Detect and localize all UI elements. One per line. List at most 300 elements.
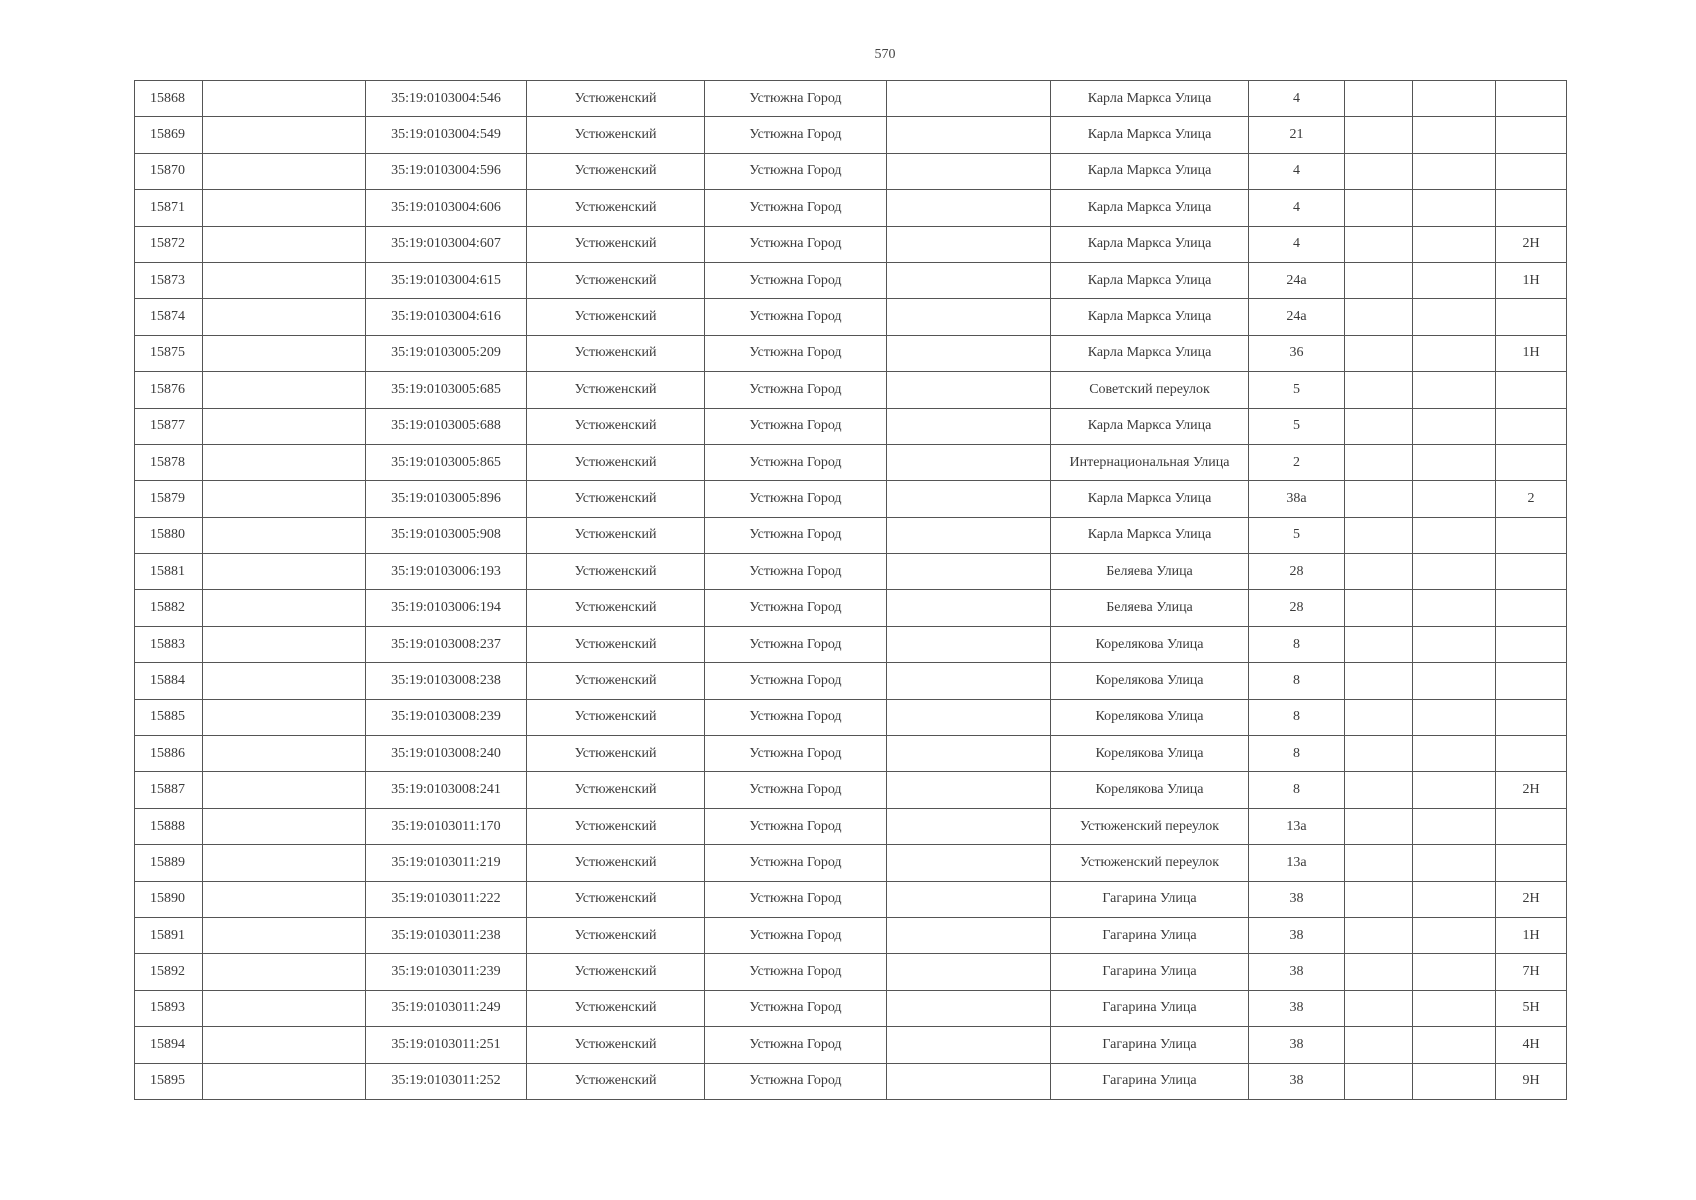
table-row [135, 1027, 1567, 1063]
cell-empty [887, 881, 1051, 917]
cell-street: Устюженский переулок [1051, 808, 1249, 844]
cell-apartment: 9Н [1496, 1063, 1567, 1099]
property-table [134, 80, 1567, 1100]
cell-empty [1413, 917, 1496, 953]
cell-apartment: 2Н [1496, 881, 1567, 917]
cell-empty [1345, 481, 1413, 517]
cell-street: Гагарина Улица [1051, 990, 1249, 1026]
cell-locality: Устюжна Город [705, 881, 887, 917]
cell-house-number: 8 [1249, 699, 1345, 735]
table-row [135, 299, 1567, 335]
cell-street: Карла Маркса Улица [1051, 517, 1249, 553]
cell-cadastral-number: 35:19:0103011:249 [366, 990, 527, 1026]
table-body [135, 81, 1567, 1100]
cell-cadastral-number: 35:19:0103004:607 [366, 226, 527, 262]
cell-cadastral-number: 35:19:0103004:606 [366, 190, 527, 226]
cell-cadastral-number: 35:19:0103011:170 [366, 808, 527, 844]
cell-house-number: 24а [1249, 299, 1345, 335]
cell-apartment [1496, 626, 1567, 662]
cell-street: Корелякова Улица [1051, 736, 1249, 772]
cell-empty [1413, 372, 1496, 408]
cell-row-number: 15868 [135, 81, 203, 117]
cell-district: Устюженский [527, 81, 705, 117]
cell-street: Карла Маркса Улица [1051, 408, 1249, 444]
cell-apartment: 1Н [1496, 917, 1567, 953]
cell-empty [1413, 663, 1496, 699]
cell-empty [887, 262, 1051, 298]
cell-empty [887, 481, 1051, 517]
cell-district: Устюженский [527, 444, 705, 480]
cell-district: Устюженский [527, 1063, 705, 1099]
cell-empty [203, 335, 366, 371]
cell-apartment [1496, 372, 1567, 408]
cell-empty [1413, 226, 1496, 262]
cell-apartment [1496, 517, 1567, 553]
cell-row-number: 15888 [135, 808, 203, 844]
cell-cadastral-number: 35:19:0103008:237 [366, 626, 527, 662]
cell-apartment [1496, 117, 1567, 153]
cell-empty [203, 917, 366, 953]
table-row [135, 663, 1567, 699]
cell-empty [887, 845, 1051, 881]
cell-empty [203, 845, 366, 881]
cell-locality: Устюжна Город [705, 626, 887, 662]
cell-empty [203, 153, 366, 189]
cell-apartment [1496, 444, 1567, 480]
cell-house-number: 28 [1249, 554, 1345, 590]
cell-street: Беляева Улица [1051, 590, 1249, 626]
cell-cadastral-number: 35:19:0103005:896 [366, 481, 527, 517]
cell-empty [203, 772, 366, 808]
cell-empty [1345, 1063, 1413, 1099]
cell-district: Устюженский [527, 917, 705, 953]
cell-house-number: 8 [1249, 626, 1345, 662]
cell-cadastral-number: 35:19:0103004:616 [366, 299, 527, 335]
cell-empty [1413, 772, 1496, 808]
cell-cadastral-number: 35:19:0103005:688 [366, 408, 527, 444]
cell-apartment [1496, 590, 1567, 626]
cell-empty [203, 81, 366, 117]
cell-cadastral-number: 35:19:0103004:615 [366, 262, 527, 298]
cell-house-number: 5 [1249, 372, 1345, 408]
cell-house-number: 4 [1249, 190, 1345, 226]
cell-street: Беляева Улица [1051, 554, 1249, 590]
cell-row-number: 15877 [135, 408, 203, 444]
cell-cadastral-number: 35:19:0103005:209 [366, 335, 527, 371]
cell-empty [887, 1063, 1051, 1099]
cell-district: Устюженский [527, 1027, 705, 1063]
cell-district: Устюженский [527, 190, 705, 226]
cell-street: Устюженский переулок [1051, 845, 1249, 881]
cell-empty [203, 117, 366, 153]
cell-apartment [1496, 408, 1567, 444]
cell-row-number: 15875 [135, 335, 203, 371]
cell-locality: Устюжна Город [705, 81, 887, 117]
cell-empty [1345, 117, 1413, 153]
cell-empty [887, 335, 1051, 371]
cell-empty [1345, 881, 1413, 917]
cell-street: Интернациональная Улица [1051, 444, 1249, 480]
cell-row-number: 15878 [135, 444, 203, 480]
cell-empty [203, 663, 366, 699]
table-row [135, 190, 1567, 226]
table-row [135, 881, 1567, 917]
cell-empty [887, 372, 1051, 408]
cell-empty [1413, 408, 1496, 444]
cell-row-number: 15879 [135, 481, 203, 517]
cell-apartment: 1Н [1496, 262, 1567, 298]
cell-cadastral-number: 35:19:0103006:194 [366, 590, 527, 626]
table-row [135, 335, 1567, 371]
cell-house-number: 8 [1249, 772, 1345, 808]
cell-house-number: 38 [1249, 954, 1345, 990]
cell-cadastral-number: 35:19:0103011:239 [366, 954, 527, 990]
cell-cadastral-number: 35:19:0103004:549 [366, 117, 527, 153]
cell-cadastral-number: 35:19:0103006:193 [366, 554, 527, 590]
cell-empty [1413, 517, 1496, 553]
cell-empty [1413, 845, 1496, 881]
table-row [135, 372, 1567, 408]
cell-empty [1413, 335, 1496, 371]
cell-apartment: 5Н [1496, 990, 1567, 1026]
cell-empty [1345, 226, 1413, 262]
cell-cadastral-number: 35:19:0103008:240 [366, 736, 527, 772]
cell-empty [1413, 990, 1496, 1026]
cell-empty [1413, 699, 1496, 735]
cell-cadastral-number: 35:19:0103005:865 [366, 444, 527, 480]
cell-empty [203, 1063, 366, 1099]
cell-empty [203, 990, 366, 1026]
cell-district: Устюженский [527, 517, 705, 553]
cell-street: Карла Маркса Улица [1051, 262, 1249, 298]
cell-cadastral-number: 35:19:0103011:251 [366, 1027, 527, 1063]
cell-house-number: 38а [1249, 481, 1345, 517]
cell-house-number: 38 [1249, 1027, 1345, 1063]
cell-row-number: 15873 [135, 262, 203, 298]
cell-district: Устюженский [527, 335, 705, 371]
cell-locality: Устюжна Город [705, 299, 887, 335]
cell-empty [1345, 153, 1413, 189]
cell-empty [1345, 699, 1413, 735]
cell-empty [1345, 772, 1413, 808]
cell-locality: Устюжна Город [705, 372, 887, 408]
cell-empty [887, 917, 1051, 953]
cell-empty [1345, 808, 1413, 844]
cell-empty [203, 444, 366, 480]
cell-row-number: 15869 [135, 117, 203, 153]
cell-house-number: 2 [1249, 444, 1345, 480]
cell-street: Карла Маркса Улица [1051, 81, 1249, 117]
cell-district: Устюженский [527, 772, 705, 808]
cell-empty [1345, 299, 1413, 335]
cell-house-number: 5 [1249, 408, 1345, 444]
cell-row-number: 15894 [135, 1027, 203, 1063]
cell-empty [203, 554, 366, 590]
cell-empty [203, 481, 366, 517]
cell-cadastral-number: 35:19:0103008:241 [366, 772, 527, 808]
cell-district: Устюженский [527, 408, 705, 444]
cell-locality: Устюжна Город [705, 444, 887, 480]
cell-district: Устюженский [527, 990, 705, 1026]
cell-empty [1345, 590, 1413, 626]
cell-street: Корелякова Улица [1051, 699, 1249, 735]
cell-street: Корелякова Улица [1051, 663, 1249, 699]
cell-empty [887, 444, 1051, 480]
cell-apartment [1496, 663, 1567, 699]
cell-empty [1413, 736, 1496, 772]
page-number: 570 [874, 47, 896, 62]
cell-apartment [1496, 299, 1567, 335]
cell-apartment [1496, 153, 1567, 189]
cell-house-number: 13а [1249, 808, 1345, 844]
cell-street: Гагарина Улица [1051, 1027, 1249, 1063]
cell-cadastral-number: 35:19:0103011:238 [366, 917, 527, 953]
cell-house-number: 4 [1249, 226, 1345, 262]
cell-apartment [1496, 190, 1567, 226]
cell-cadastral-number: 35:19:0103005:685 [366, 372, 527, 408]
cell-empty [1345, 1027, 1413, 1063]
cell-street: Гагарина Улица [1051, 917, 1249, 953]
cell-apartment [1496, 81, 1567, 117]
cell-cadastral-number: 35:19:0103011:222 [366, 881, 527, 917]
cell-house-number: 38 [1249, 917, 1345, 953]
cell-district: Устюженский [527, 808, 705, 844]
cell-house-number: 21 [1249, 117, 1345, 153]
cell-apartment [1496, 845, 1567, 881]
cell-empty [203, 626, 366, 662]
cell-house-number: 8 [1249, 736, 1345, 772]
table-row [135, 117, 1567, 153]
cell-district: Устюженский [527, 881, 705, 917]
table-row [135, 845, 1567, 881]
cell-locality: Устюжна Город [705, 517, 887, 553]
cell-empty [1345, 444, 1413, 480]
cell-house-number: 24а [1249, 262, 1345, 298]
cell-apartment: 2Н [1496, 226, 1567, 262]
cell-row-number: 15887 [135, 772, 203, 808]
cell-district: Устюженский [527, 626, 705, 662]
table-row [135, 554, 1567, 590]
cell-house-number: 8 [1249, 663, 1345, 699]
cell-district: Устюженский [527, 699, 705, 735]
cell-row-number: 15890 [135, 881, 203, 917]
cell-locality: Устюжна Город [705, 845, 887, 881]
cell-row-number: 15893 [135, 990, 203, 1026]
cell-empty [1413, 626, 1496, 662]
cell-row-number: 15889 [135, 845, 203, 881]
cell-empty [203, 299, 366, 335]
cell-empty [887, 626, 1051, 662]
cell-empty [1413, 299, 1496, 335]
table-row [135, 481, 1567, 517]
cell-apartment: 7Н [1496, 954, 1567, 990]
cell-locality: Устюжна Город [705, 663, 887, 699]
table-row [135, 917, 1567, 953]
cell-empty [1345, 554, 1413, 590]
cell-district: Устюженский [527, 226, 705, 262]
table-row [135, 517, 1567, 553]
cell-row-number: 15874 [135, 299, 203, 335]
cell-empty [1413, 1027, 1496, 1063]
cell-empty [887, 808, 1051, 844]
cell-street: Карла Маркса Улица [1051, 153, 1249, 189]
cell-locality: Устюжна Город [705, 554, 887, 590]
cell-apartment [1496, 699, 1567, 735]
cell-locality: Устюжна Город [705, 990, 887, 1026]
cell-empty [1345, 262, 1413, 298]
table-row [135, 226, 1567, 262]
cell-empty [203, 808, 366, 844]
cell-empty [887, 699, 1051, 735]
cell-empty [887, 190, 1051, 226]
cell-empty [887, 554, 1051, 590]
cell-empty [887, 226, 1051, 262]
cell-street: Гагарина Улица [1051, 881, 1249, 917]
cell-locality: Устюжна Город [705, 699, 887, 735]
cell-empty [1413, 808, 1496, 844]
cell-district: Устюженский [527, 262, 705, 298]
cell-row-number: 15870 [135, 153, 203, 189]
cell-empty [1345, 372, 1413, 408]
cell-empty [1345, 408, 1413, 444]
cell-apartment [1496, 808, 1567, 844]
cell-street: Карла Маркса Улица [1051, 481, 1249, 517]
cell-row-number: 15881 [135, 554, 203, 590]
cell-locality: Устюжна Город [705, 335, 887, 371]
cell-cadastral-number: 35:19:0103011:252 [366, 1063, 527, 1099]
cell-cadastral-number: 35:19:0103008:239 [366, 699, 527, 735]
cell-empty [1345, 990, 1413, 1026]
cell-row-number: 15885 [135, 699, 203, 735]
table-row [135, 590, 1567, 626]
cell-house-number: 38 [1249, 990, 1345, 1026]
cell-district: Устюженский [527, 117, 705, 153]
table-row [135, 808, 1567, 844]
cell-empty [1345, 626, 1413, 662]
cell-row-number: 15895 [135, 1063, 203, 1099]
cell-empty [1345, 663, 1413, 699]
cell-empty [203, 408, 366, 444]
cell-cadastral-number: 35:19:0103011:219 [366, 845, 527, 881]
cell-empty [887, 81, 1051, 117]
cell-street: Карла Маркса Улица [1051, 299, 1249, 335]
cell-street: Гагарина Улица [1051, 954, 1249, 990]
cell-empty [1413, 444, 1496, 480]
table-row [135, 1063, 1567, 1099]
cell-empty [1345, 736, 1413, 772]
cell-row-number: 15892 [135, 954, 203, 990]
cell-locality: Устюжна Город [705, 481, 887, 517]
cell-row-number: 15883 [135, 626, 203, 662]
cell-locality: Устюжна Город [705, 153, 887, 189]
cell-house-number: 13а [1249, 845, 1345, 881]
cell-house-number: 28 [1249, 590, 1345, 626]
cell-apartment [1496, 554, 1567, 590]
cell-empty [203, 372, 366, 408]
cell-locality: Устюжна Город [705, 954, 887, 990]
cell-house-number: 4 [1249, 153, 1345, 189]
cell-empty [1345, 335, 1413, 371]
cell-empty [1413, 590, 1496, 626]
cell-empty [1345, 845, 1413, 881]
cell-district: Устюженский [527, 372, 705, 408]
cell-house-number: 4 [1249, 81, 1345, 117]
cell-empty [1413, 554, 1496, 590]
cell-row-number: 15891 [135, 917, 203, 953]
cell-empty [887, 736, 1051, 772]
cell-apartment [1496, 736, 1567, 772]
cell-house-number: 38 [1249, 1063, 1345, 1099]
cell-locality: Устюжна Город [705, 226, 887, 262]
cell-empty [1345, 81, 1413, 117]
cell-street: Карла Маркса Улица [1051, 190, 1249, 226]
cell-street: Карла Маркса Улица [1051, 335, 1249, 371]
cell-cadastral-number: 35:19:0103005:908 [366, 517, 527, 553]
cell-house-number: 38 [1249, 881, 1345, 917]
cell-district: Устюженский [527, 590, 705, 626]
cell-empty [887, 990, 1051, 1026]
table-row [135, 444, 1567, 480]
cell-empty [887, 663, 1051, 699]
cell-locality: Устюжна Город [705, 408, 887, 444]
cell-row-number: 15876 [135, 372, 203, 408]
cell-apartment: 2 [1496, 481, 1567, 517]
cell-row-number: 15886 [135, 736, 203, 772]
cell-locality: Устюжна Город [705, 1027, 887, 1063]
cell-row-number: 15882 [135, 590, 203, 626]
table-row [135, 736, 1567, 772]
cell-street: Карла Маркса Улица [1051, 226, 1249, 262]
cell-empty [1413, 954, 1496, 990]
cell-district: Устюженский [527, 845, 705, 881]
cell-apartment: 1Н [1496, 335, 1567, 371]
cell-locality: Устюжна Город [705, 808, 887, 844]
cell-district: Устюженский [527, 481, 705, 517]
cell-locality: Устюжна Город [705, 917, 887, 953]
cell-empty [203, 517, 366, 553]
cell-empty [887, 117, 1051, 153]
cell-empty [203, 881, 366, 917]
cell-street: Карла Маркса Улица [1051, 117, 1249, 153]
cell-district: Устюженский [527, 299, 705, 335]
cell-apartment: 4Н [1496, 1027, 1567, 1063]
cell-empty [203, 226, 366, 262]
cell-district: Устюженский [527, 554, 705, 590]
cell-empty [203, 262, 366, 298]
cell-empty [1413, 881, 1496, 917]
cell-empty [887, 772, 1051, 808]
cell-empty [1345, 954, 1413, 990]
cell-empty [1413, 153, 1496, 189]
cell-row-number: 15884 [135, 663, 203, 699]
cell-district: Устюженский [527, 153, 705, 189]
cell-cadastral-number: 35:19:0103004:596 [366, 153, 527, 189]
cell-house-number: 5 [1249, 517, 1345, 553]
cell-house-number: 36 [1249, 335, 1345, 371]
table-row [135, 153, 1567, 189]
cell-empty [1413, 81, 1496, 117]
cell-locality: Устюжна Город [705, 736, 887, 772]
cell-locality: Устюжна Город [705, 1063, 887, 1099]
cell-cadastral-number: 35:19:0103008:238 [366, 663, 527, 699]
table-row [135, 772, 1567, 808]
table-row [135, 81, 1567, 117]
cell-row-number: 15872 [135, 226, 203, 262]
table-row [135, 990, 1567, 1026]
cell-locality: Устюжна Город [705, 262, 887, 298]
cell-empty [887, 408, 1051, 444]
cell-empty [203, 1027, 366, 1063]
